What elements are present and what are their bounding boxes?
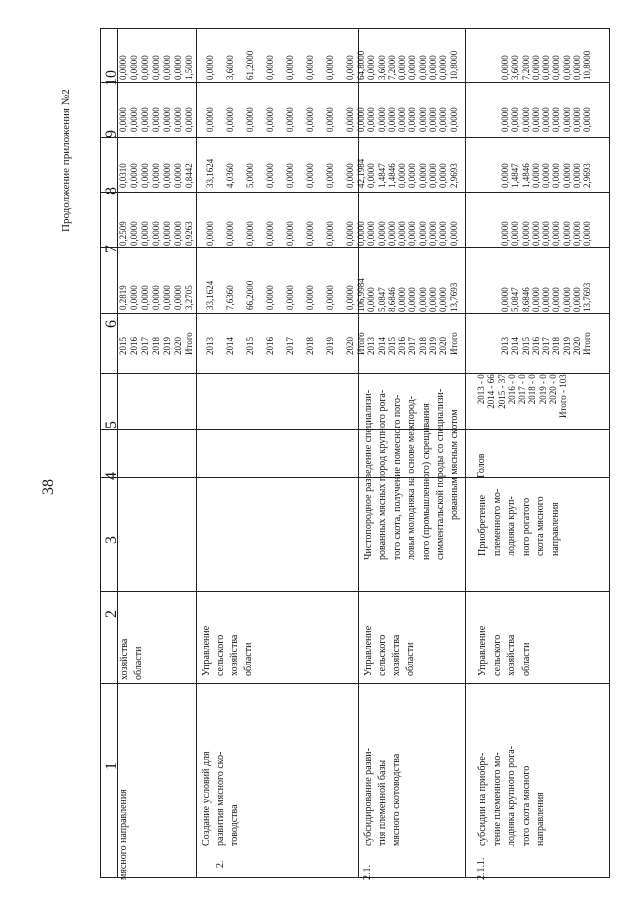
row-top-years: 2015 2016 2017 2018 2019 2020 Итого xyxy=(118,332,194,355)
row-211-v10: 0,0000 3,6000 7,2000 0,0000 0,0000 0,0000 0,0000 0,0000 10,8000 xyxy=(500,50,593,80)
row-21-v7: 0,0000 0,0000 0,0000 0,0000 0,0000 0,0000 0,0000 0,0000 0,0000 0,0000 xyxy=(356,221,459,246)
col-divider xyxy=(101,82,609,83)
row-211-v8: 0,0000 1,4847 1,4846 0,0000 0,0000 0,0000 0,0000 0,0000 2,9693 xyxy=(500,163,593,188)
row-21-v10: 64,8000 0,0000 3,6000 7,2000 0,0000 0,0000 0,0000 0,0000 0,0000 10,8000 xyxy=(356,50,459,80)
row-2-col1: Создание условий для развития мясного ско- товодства xyxy=(201,751,240,846)
row-211-col1: субсидии на приобре- тение племенного мо- лодняка крупного рога- того скота мясного направления xyxy=(477,745,546,846)
row-divider xyxy=(358,28,359,878)
continuation-title xyxy=(60,89,72,232)
header-num-8: 8 xyxy=(103,187,120,195)
row-2-col2: Управление сельского хозяйства области xyxy=(201,625,254,676)
header-num-2: 2 xyxy=(103,610,120,618)
header-num-3: 3 xyxy=(103,536,120,544)
col-divider xyxy=(101,429,609,430)
row-211-v6: 0,0000 5,0847 8,6846 0,0000 0,0000 0,0000 0,0000 0,0000 13,7693 xyxy=(500,282,593,312)
col-divider xyxy=(101,683,609,684)
row-top-v10: 0,0000 0,0000 0,0000 0,0000 0,0000 0,0000 1,5000 xyxy=(118,55,194,80)
row-21-v6: 106,9984 0,0000 5,0847 8,6846 0,0000 0,0000 0,0000 0,0000 0,0000 13,7693 xyxy=(356,278,459,312)
row-21-num: 2.1. xyxy=(362,865,373,880)
row-2-v6: 33,1624 7,6360 66,2000 0,0000 0,0000 0,0000 0,0000 0,0000 xyxy=(205,280,355,310)
row-21-col1: субсидирование разви- тия племенной базы мясного скотоводства xyxy=(363,748,402,846)
row-2-num: 2. xyxy=(215,860,226,868)
row-21-col3: Чистопородное разведение специализи- рованных мясных пород крупного рога- того скота, получение помесного пого- ловья молодняка на основе межпород- ного (промышленного) скрещивания симментальской породы со специализи- рованным мясным скотом xyxy=(363,388,461,560)
header-num-1: 1 xyxy=(103,762,120,770)
row-2-v7: 0,0000 0,0000 0,0000 0,0000 0,0000 0,0000 0,0000 0,0000 xyxy=(205,221,355,246)
header-num-4: 4 xyxy=(103,472,120,480)
col-divider xyxy=(101,192,609,193)
header-num-5: 5 xyxy=(103,421,120,429)
row-211-col3: Приобретение племенного мо- лодняка круп- ного рогатого скота мясного направления xyxy=(477,488,561,556)
row-21-v9: 0,0000 0,0000 0,0000 0,0000 0,0000 0,0000 0,0000 0,0000 0,0000 0,0000 xyxy=(356,107,459,132)
row-top-v8: 0,0310 0,0000 0,0000 0,0000 0,0000 0,0000 0,8442 xyxy=(118,163,194,188)
row-211-v9: 0,0000 0,0000 0,0000 0,0000 0,0000 0,0000 0,0000 0,0000 0,0000 xyxy=(500,107,593,132)
row-211-plan: 2013 - 0 2014 - 66 2015 - 37 2016 - 0 2017 - 0 2018 - 0 2019 - 0 2020 - 0 Итого - 103 xyxy=(476,374,569,418)
col-divider xyxy=(101,591,609,592)
header-num-6: 6 xyxy=(103,320,120,328)
row-2-v9: 0,0000 0,0000 0,0000 0,0000 0,0000 0,0000 0,0000 0,0000 xyxy=(205,107,355,132)
col-divider xyxy=(101,247,609,248)
row-top-v6: 0,2819 0,0000 0,0000 0,0000 0,0000 0,0000 3,2705 xyxy=(118,285,194,310)
row-2-v10: 0,0000 3,6000 61,2000 0,0000 0,0000 0,0000 0,0000 0,0000 xyxy=(205,50,355,80)
header-num-10: 10 xyxy=(103,70,120,86)
row-21-v8: 42,1984 0,0000 1,4847 1,4846 0,0000 0,0000 0,0000 0,0000 0,0000 2,9693 xyxy=(356,158,459,188)
page-number-text: 38 xyxy=(40,479,57,495)
row-211-num: 2.1.1. xyxy=(476,857,487,880)
row-211-unit: Голов xyxy=(476,453,487,478)
col-divider xyxy=(101,477,609,478)
row-top-v7: 0,2509 0,0000 0,0000 0,0000 0,0000 0,0000 0,9263 xyxy=(118,221,194,246)
row-top-col2: хозяйства области xyxy=(119,638,144,680)
row-2-v8: 33,1624 4,0360 5,0000 0,0000 0,0000 0,0000 0,0000 0,0000 xyxy=(205,158,355,188)
row-2-years: 2013 2014 2015 2016 2017 2018 2019 2020 xyxy=(205,337,355,355)
row-211-years: 2013 2014 2015 2016 2017 2018 2019 2020 Итого xyxy=(500,332,593,355)
col-divider xyxy=(101,137,609,138)
col-divider xyxy=(101,313,609,314)
row-211-v7: 0,0000 0,0000 0,0000 0,0000 0,0000 0,0000 0,0000 0,0000 0,0000 xyxy=(500,221,593,246)
row-divider xyxy=(465,28,466,878)
header-num-9: 9 xyxy=(103,130,120,138)
row-divider xyxy=(196,28,197,878)
header-num-7: 7 xyxy=(103,245,120,253)
continuation-title-text: Продолжение приложения №2 xyxy=(60,89,72,232)
row-21-col2: Управление сельского хозяйства области xyxy=(363,625,416,676)
row-211-col2: Управление сельского хозяйства области xyxy=(477,625,532,676)
row-top-v9: 0,0000 0,0000 0,0000 0,0000 0,0000 0,0000 0,0000 xyxy=(118,107,194,132)
page-number xyxy=(40,479,58,495)
row-21-years: Итого 2013 2014 2015 2016 2017 2018 2019 2020 Итого xyxy=(356,332,459,355)
row-top-col1: мясного направления xyxy=(118,789,129,880)
header-divider xyxy=(117,29,118,877)
